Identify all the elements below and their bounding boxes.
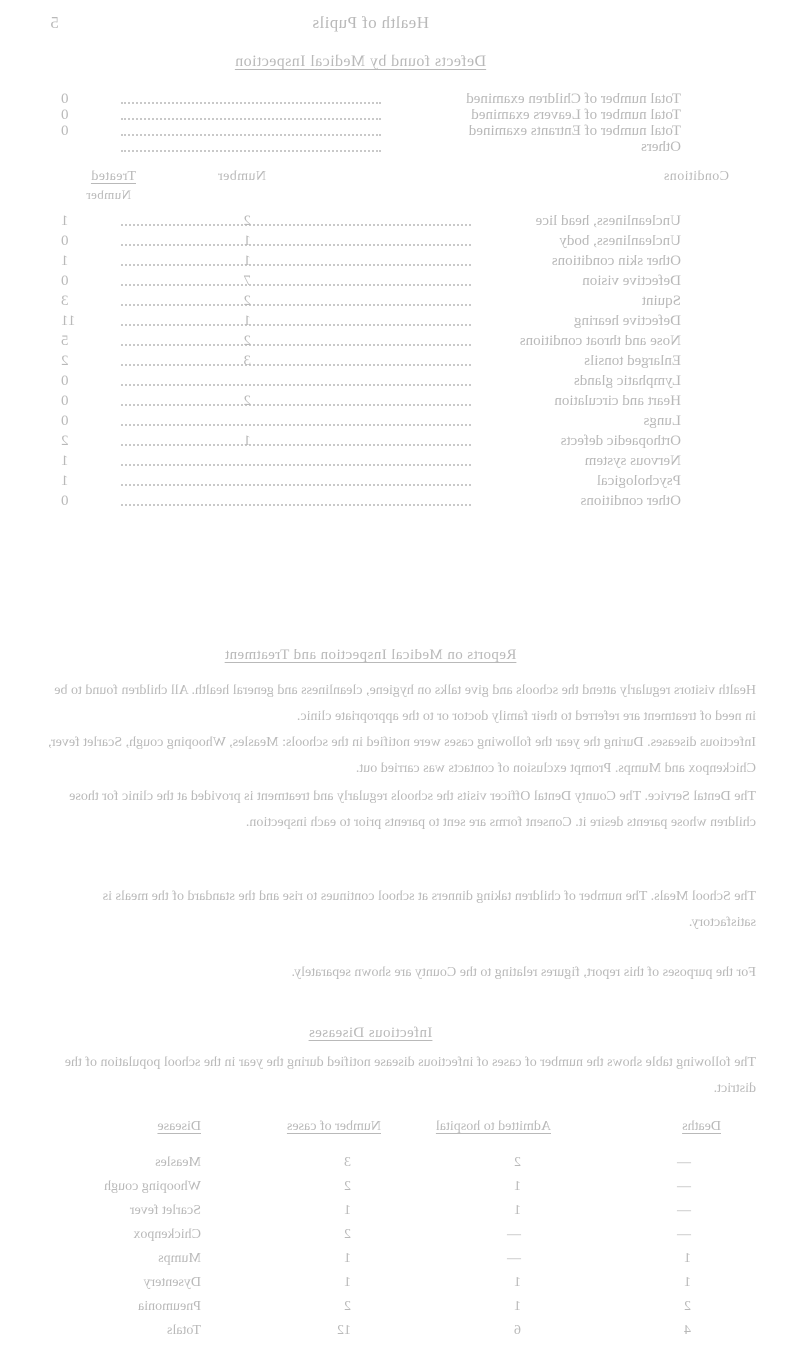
row-label: Uncleanliness, body	[559, 233, 681, 249]
page-mark: 5	[50, 13, 59, 32]
dot-leader	[121, 264, 471, 266]
paragraph: The Dental Service. The County Dental Officer visits the schools regularly and treatment is provided at the clinic for those children whose parents desire it. Consent forms are sent to parents prior to each inspection.	[69, 789, 756, 830]
paragraph: Infectious diseases. During the year the following cases were notified in the schools: Measles, Whooping cough, Scarlet fever, Chickenpox and Mumps. Prompt exclusion of contacts was carried out.	[48, 735, 756, 776]
table-row-label: Measles	[155, 1155, 201, 1170]
table-row-label: Mumps	[158, 1251, 201, 1266]
row-value-treated: 0	[61, 233, 69, 249]
row-label: Psychological	[596, 473, 681, 489]
table-cell: 2	[344, 1227, 351, 1242]
table-row-label: Scarlet fever	[129, 1203, 201, 1218]
table-row	[61, 394, 681, 412]
row-label: Enlarged tonsils	[584, 353, 681, 369]
table-cell: 1	[684, 1251, 691, 1266]
row-value-treated: 0	[61, 413, 69, 429]
table-cell: —	[507, 1251, 521, 1266]
dot-leader	[121, 102, 381, 104]
table-row	[61, 414, 681, 432]
table-row	[61, 374, 681, 392]
row-label: Total number of Entrants examined	[468, 123, 681, 139]
row-value-treated: 3	[61, 293, 69, 309]
row-value-treated: 0	[61, 393, 69, 409]
table-row	[61, 214, 681, 232]
row-value-number: 1	[243, 253, 251, 269]
table-cell: 1	[344, 1203, 351, 1218]
row-value-number: 7	[243, 273, 251, 289]
table-cell: —	[677, 1227, 691, 1242]
dot-leader	[121, 244, 471, 246]
section-heading: Defects found by Medical Inspection	[234, 53, 487, 70]
row-value-number: 3	[243, 353, 251, 369]
table-cell: 2	[684, 1299, 691, 1314]
table-cell: —	[677, 1179, 691, 1194]
dot-leader	[121, 424, 471, 426]
col-heading-right: Treated	[90, 169, 136, 184]
row-value-treated: 1	[61, 453, 69, 469]
closing-paragraph: The following table shows the number of cases of infectious disease notified during the year in the school population of the district.	[64, 1055, 756, 1096]
dot-leader	[121, 324, 471, 326]
paragraph: For the purposes of this report, figures relating to the County are shown separately.	[291, 965, 756, 980]
col-heading-mid: Number	[217, 169, 266, 184]
dot-leader	[121, 484, 471, 486]
row-value-treated: 0	[61, 373, 69, 389]
table-cell: 6	[514, 1323, 521, 1338]
row-value-number: 1	[243, 433, 251, 449]
table-cell: —	[677, 1155, 691, 1170]
table-row-label: Whooping cough	[104, 1179, 201, 1194]
row-label: Defective hearing	[573, 313, 681, 329]
row-label: Other conditions	[580, 493, 681, 509]
dot-leader	[121, 464, 471, 466]
table-cell: 12	[337, 1323, 351, 1338]
dot-leader	[121, 224, 471, 226]
paragraph: The School Meals. The number of children taking dinners at school continues to rise and the standard of the meals is satisfactory.	[102, 889, 756, 930]
table-row	[61, 494, 681, 512]
row-value-treated: 0	[61, 107, 69, 123]
table-header: Disease	[157, 1119, 201, 1134]
row-label: Total number of Children examined	[466, 91, 681, 107]
table-row	[61, 454, 681, 472]
row-value-treated: 2	[61, 353, 69, 369]
table-row	[61, 234, 681, 252]
table-row	[61, 140, 681, 158]
row-value-number: 2	[243, 293, 251, 309]
row-value-treated: 0	[61, 493, 69, 509]
row-value-number: 2	[243, 213, 251, 229]
row-value-treated: 1	[61, 473, 69, 489]
table-row	[61, 274, 681, 292]
row-label: Other skin conditions	[551, 253, 681, 269]
table-cell: —	[677, 1203, 691, 1218]
table-cell: 2	[514, 1155, 521, 1170]
table-cell: 4	[684, 1323, 691, 1338]
table-cell: 1	[514, 1299, 521, 1314]
paragraph: Health visitors regularly attend the schools and give talks on hygiene, cleanliness and general health. All children found to be in need of treatment are referred to their family doctor or to the appropriate clinic.	[54, 683, 756, 724]
col-heading-left: Conditions	[663, 169, 729, 184]
col-sub-right: Number	[86, 187, 131, 202]
row-label: Others	[641, 139, 681, 155]
table-row	[61, 354, 681, 372]
table-row	[61, 434, 681, 452]
table-cell: 1	[344, 1275, 351, 1290]
row-value-number: 2	[243, 393, 251, 409]
dot-leader	[121, 444, 471, 446]
row-value-treated: 0	[61, 91, 69, 107]
row-value-treated: 5	[61, 333, 69, 349]
row-value-treated: 1	[61, 213, 69, 229]
dot-leader	[121, 118, 381, 120]
table-header: Admitted to hospital	[435, 1119, 551, 1134]
table-cell: 2	[344, 1299, 351, 1314]
row-label: Nose and throat conditions	[519, 333, 681, 349]
dot-leader	[121, 404, 471, 406]
row-value-treated: 1	[61, 253, 69, 269]
row-value-number: 1	[243, 233, 251, 249]
row-value-treated: 2	[61, 433, 69, 449]
row-label: Squint	[641, 293, 681, 309]
table-row-label: Pneumonia	[138, 1299, 201, 1314]
table-cell: 1	[514, 1203, 521, 1218]
dot-leader	[121, 304, 471, 306]
table-row	[61, 334, 681, 352]
section3-heading: Infectious Diseases	[308, 1025, 433, 1041]
row-label: Heart and circulation	[554, 393, 681, 409]
table-row	[61, 254, 681, 272]
table-row-label: Chickenpox	[133, 1227, 201, 1242]
row-label: Uncleanliness, head lice	[535, 213, 681, 229]
table-row	[61, 314, 681, 332]
row-label: Total number of Leavers examined	[471, 107, 681, 123]
table-cell: 1	[514, 1179, 521, 1194]
table-cell: 2	[344, 1179, 351, 1194]
dot-leader	[121, 504, 471, 506]
section2-heading: Reports on Medical Inspection and Treatment	[224, 647, 517, 663]
row-label: Defective vision	[582, 273, 681, 289]
row-value-treated: 11	[61, 313, 76, 329]
table-cell: 3	[344, 1155, 351, 1170]
row-label: Nervous system	[584, 453, 681, 469]
table-cell: 1	[684, 1275, 691, 1290]
row-value-treated: 0	[61, 123, 69, 139]
table-row	[61, 474, 681, 492]
running-head: Health of Pupils	[312, 13, 429, 32]
table-cell: 1	[344, 1251, 351, 1266]
dot-leader	[121, 134, 381, 136]
row-label: Lymphatic glands	[573, 373, 681, 389]
table-row	[61, 294, 681, 312]
dot-leader	[121, 150, 381, 152]
table-cell: —	[507, 1227, 521, 1242]
dot-leader	[121, 384, 471, 386]
table-row-label: Dysentery	[143, 1275, 201, 1290]
table-header: Number of cases	[286, 1119, 381, 1134]
table-header: Deaths	[682, 1119, 721, 1134]
table-cell: 1	[514, 1275, 521, 1290]
row-value-number: 1	[243, 313, 251, 329]
table-row-label: Totals	[166, 1323, 201, 1338]
row-value-number: 2	[243, 333, 251, 349]
row-value-treated: 0	[61, 273, 69, 289]
dot-leader	[121, 344, 471, 346]
dot-leader	[121, 364, 471, 366]
row-label: Orthopaedic defects	[560, 433, 681, 449]
row-label: Lungs	[643, 413, 681, 429]
dot-leader	[121, 284, 471, 286]
